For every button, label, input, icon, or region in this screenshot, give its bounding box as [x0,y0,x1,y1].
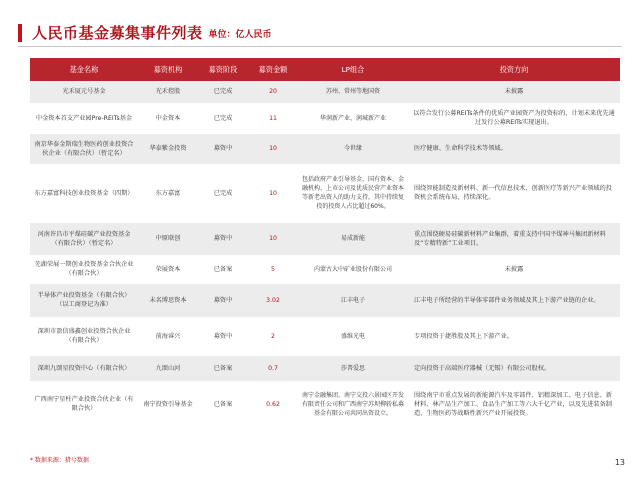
table-row [30,381,620,427]
page-title: 人民币基金募集事件列表 [32,24,203,42]
table-row [30,255,620,283]
lp-cell: 盛维光电 [298,317,408,355]
direction-cell: 围绕智能制造及新材料、新一代信息技术、创新医疗等新兴产业领域的投资机会系统布局，持续深化。 [408,164,620,222]
stage-cell: 已完成 [198,164,248,222]
table-row [30,222,620,255]
stage-cell: 募资中 [198,222,248,255]
table-row [30,103,620,133]
fund-name-cell: 河南许昌市平煤硅碳产业投资基金（有限合伙）（暂定名） [30,222,138,255]
amount-cell: 5 [248,255,298,283]
table-row [30,317,620,355]
direction-cell: 以符合发行公募REITs条件的优质产业园资产为投资标的，计划未来优先通过发行公募REITs实现退出。 [408,103,620,133]
col-header-lp: LP组合 [298,58,408,81]
org-cell: 荣展资本 [138,255,198,283]
table-row [30,355,620,381]
col-header-stage: 募资阶段 [198,58,248,81]
page-number: 13 [614,458,625,467]
org-cell: 九颂山河 [138,355,198,381]
lp-cell: 苏州、常州等地国资 [298,81,408,103]
org-cell: 光禾控股 [138,81,198,103]
direction-cell: 专项投资于捷胜股及其上下游产业。 [408,317,620,355]
col-header-direction: 投资方向 [408,58,620,81]
direction-cell: 医疗健康、生命科学技术等领域。 [408,133,620,164]
amount-cell: 2 [248,317,298,355]
amount-cell: 20 [248,81,298,103]
col-header-org: 募资机构 [138,58,198,81]
amount-cell: 10 [248,222,298,255]
table-row [30,81,620,103]
fund-name-cell: 中金资本首支产业园Pre-REITs基金 [30,103,138,133]
data-source-footnote: * 数据来源：猎兮数据 [30,457,89,464]
stage-cell: 已完成 [198,81,248,103]
stage-cell: 募资中 [198,133,248,164]
lp-cell: 华润新产业、润城新产业 [298,103,408,133]
fundraising-table [30,58,620,428]
lp-cell: 江丰电子 [298,283,408,317]
direction-cell: 围绕南宁市重点发展的新能源汽车及零部件、铝精深加工、电子信息、新材料、林产品生产加工、食品生产加工等六大千亿产业，以及先进装备制造、生物医药等战略性新兴产业开展投资。 [408,381,620,427]
unit-label: 单位：亿人民币 [208,30,272,40]
direction-cell: 重点围绕硬易硅碳新材料产业集群，着重支持中国平煤神马集团新材料及“专精特新”工业项目。 [408,222,620,255]
title-accent-bar [18,24,22,42]
org-cell: 前海睿兴 [138,317,198,355]
lp-cell: 包括政府产业引导基金、国有资本、金融机构、上市公司及优质民营产业资本等新老出资人的助力支持，其中持续复投的投资人占比超过60%。 [298,164,408,222]
org-cell: 华泰紫金投资 [138,133,198,164]
stage-cell: 已备案 [198,355,248,381]
amount-cell: 11 [248,103,298,133]
lp-cell: 内蒙古大中矿业股份有限公司 [298,255,408,283]
fund-name-cell: 深圳九颂星投资中心（有限合伙） [30,355,138,381]
fund-name-cell: 广西南宁星柱产业投资合伙企业（有限合伙） [30,381,138,427]
fund-name-cell: 深圳市盈信盛鑫创业投资合伙企业（有限合伙） [30,317,138,355]
col-header-fund-name: 基金名称 [30,58,138,81]
org-cell: 中原联创 [138,222,198,255]
direction-cell: 定向投资于高端医疗器械（无锡）有限公司股权。 [408,355,620,381]
table-row [30,164,620,222]
title-bar [18,22,272,42]
direction-cell: 未披露 [408,255,620,283]
amount-cell: 10 [248,133,298,164]
fund-name-cell: 半导体产业投资基金（有限合伙）（以工商登记为准） [30,283,138,317]
table-row [30,133,620,164]
col-header-amount: 募资金额 [248,58,298,81]
lp-cell: 易成新能 [298,222,408,255]
org-cell: 中金资本 [138,103,198,133]
fund-name-cell: 东方嘉富科技创业投资基金（四期） [30,164,138,222]
amount-cell: 10 [248,164,298,222]
title-divider [18,46,622,47]
lp-cell: 莎普爱思 [298,355,408,381]
direction-cell: 未披露 [408,81,620,103]
direction-cell: 江丰电子所经营的半导体零部件业务领域及其上下游产业链的企业。 [408,283,620,317]
stage-cell: 已备案 [198,381,248,427]
table-row [30,283,620,317]
org-cell: 南宁投资引导基金 [138,381,198,427]
org-cell: 东方嘉富 [138,164,198,222]
stage-cell: 募资中 [198,317,248,355]
fund-name-cell: 芜湖荣展一期创业投资基金合伙企业（有限合伙） [30,255,138,283]
stage-cell: 已完成 [198,103,248,133]
org-cell: 未名博思资本 [138,283,198,317]
table-header-row [30,58,620,81]
amount-cell: 0.7 [248,355,298,381]
fund-name-cell: 南京华泰金斯瑞生物医药创业投资合伙企业（有限合伙）（暂定名） [30,133,138,164]
stage-cell: 募资中 [198,283,248,317]
fund-name-cell: 光禾厦元号基金 [30,81,138,103]
lp-cell: 南宁金融集团、南宁交投六景园区开发有限责任公司和广西南宁苏坝柳轿私募基金有限公司共同出资设立。 [298,381,408,427]
lp-cell: 今世缘 [298,133,408,164]
stage-cell: 已备案 [198,255,248,283]
amount-cell: 3.02 [248,283,298,317]
amount-cell: 0.62 [248,381,298,427]
